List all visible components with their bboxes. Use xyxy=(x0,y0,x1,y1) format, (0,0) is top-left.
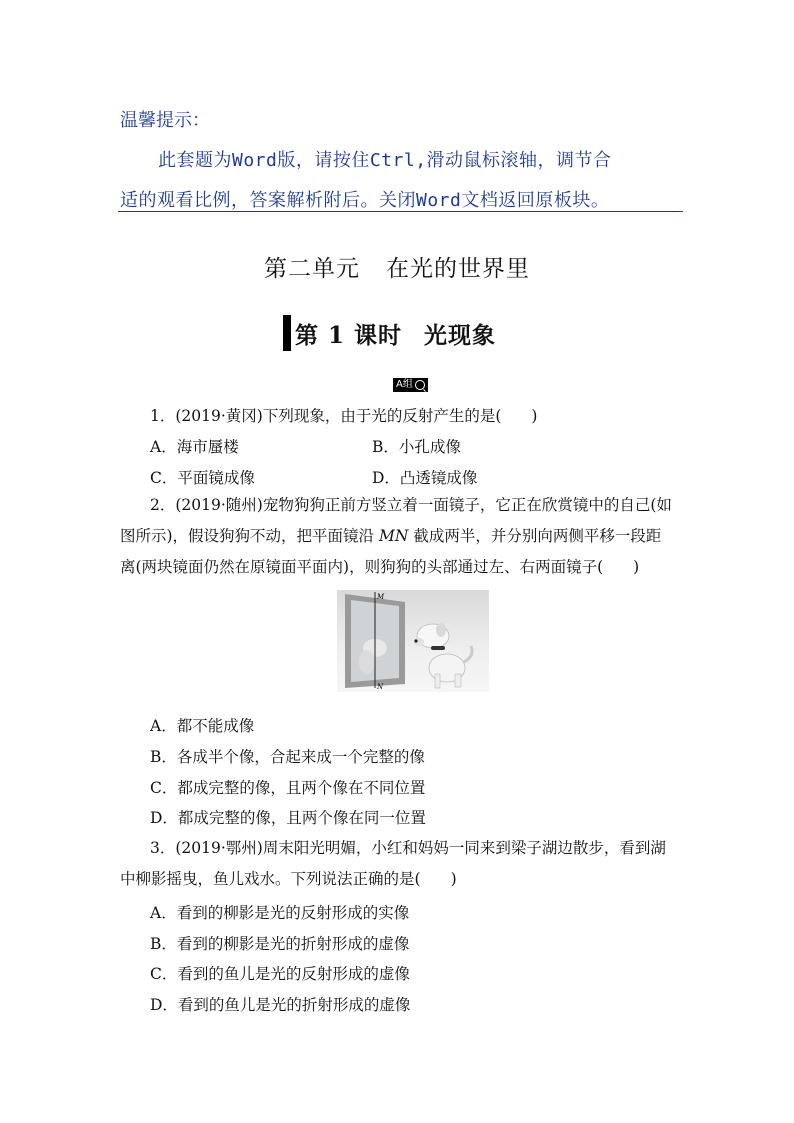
question-3-text: 3．(2019·鄂州)周末阳光明媚，小红和妈妈一同来到梁子湖边散步，看到湖中柳影摇曳，鱼儿戏水。下列说法正确的是( xyxy=(120,839,666,888)
question-1-option-a: A．海市蜃楼 xyxy=(150,438,239,456)
question-2-text-b: 截成两半，并分别向两侧平移一段距离(两块镜面仍然在原镜面平面内)，则狗狗的头部通过左、右两面镜子( xyxy=(120,527,662,576)
question-3-option-d: D．看到的鱼儿是光的折射形成的虚像 xyxy=(150,996,411,1014)
question-1-option-d: D．凸透镜成像 xyxy=(372,469,478,487)
question-2-text-a: 2．(2019·随州)宠物狗狗正前方竖立着一面镜子，它正在欣赏镜中的自己(如图所示)，假设狗狗不动，把平面镜沿 xyxy=(120,496,672,545)
dog-ear xyxy=(436,623,446,637)
dog-mirror-figure xyxy=(337,590,489,692)
tip-title: 温馨提示： xyxy=(120,110,210,131)
question-1-text: 1．(2019·黄冈)下列现象，由于光的反射产生的是( xyxy=(150,407,502,425)
question-3-close-paren: ) xyxy=(450,870,457,888)
lesson-title xyxy=(295,317,496,350)
unit-number: 第二单元 xyxy=(264,256,360,282)
tip-underline xyxy=(118,211,683,212)
question-2-option-b: B．各成半个像，合起来成一个完整的像 xyxy=(150,748,425,766)
question-1-option-b: B．小孔成像 xyxy=(372,438,461,456)
search-icon xyxy=(415,380,425,390)
question-1-option-c: C．平面镜成像 xyxy=(150,469,255,487)
question-1-stem xyxy=(150,404,537,426)
group-badge-label: A组 xyxy=(396,379,413,390)
dog-reflection-body xyxy=(359,650,375,674)
question-3-option-a: A．看到的柳影是光的反射形成的实像 xyxy=(150,904,410,922)
lesson-name: 光现象 xyxy=(424,321,497,349)
question-3-option-b: B．看到的柳影是光的折射形成的虚像 xyxy=(150,935,410,953)
question-2-option-a: A．都不能成像 xyxy=(150,717,255,735)
question-2-mn: MN xyxy=(378,527,409,545)
group-badge xyxy=(393,378,428,392)
dog-collar xyxy=(431,646,445,650)
tip-line-1: 此套题为Word版，请按住Ctrl,滑动鼠标滚轴，调节合 xyxy=(158,150,612,171)
label-n: N xyxy=(377,683,384,691)
question-3-option-c: C．看到的鱼儿是光的反射形成的虚像 xyxy=(150,965,410,983)
lesson-heading xyxy=(283,314,496,352)
question-2-option-d: D．都成完整的像，且两个像在同一位置 xyxy=(150,809,426,827)
question-2-close-paren: ) xyxy=(633,558,640,576)
dog-mirror-illustration xyxy=(337,590,489,692)
label-m: M xyxy=(377,593,385,601)
dog-nose xyxy=(414,639,417,642)
unit-title xyxy=(0,250,794,283)
question-2-stem xyxy=(120,490,676,583)
dog-tail xyxy=(464,646,472,662)
dog-leg-back xyxy=(455,674,461,687)
question-2-option-c: C．都成完整的像，且两个像在不同位置 xyxy=(150,779,426,797)
lesson-marker-bar xyxy=(283,315,291,351)
question-1-close-paren: ) xyxy=(531,407,538,425)
lesson-number: 第 1 课时 xyxy=(295,321,403,349)
unit-name: 在光的世界里 xyxy=(386,256,530,282)
dog-leg-front xyxy=(435,674,440,688)
question-3-stem xyxy=(120,833,676,895)
tip-line-2: 适的观看比例，答案解析附后。关闭Word文档返回原板块。 xyxy=(120,190,610,211)
